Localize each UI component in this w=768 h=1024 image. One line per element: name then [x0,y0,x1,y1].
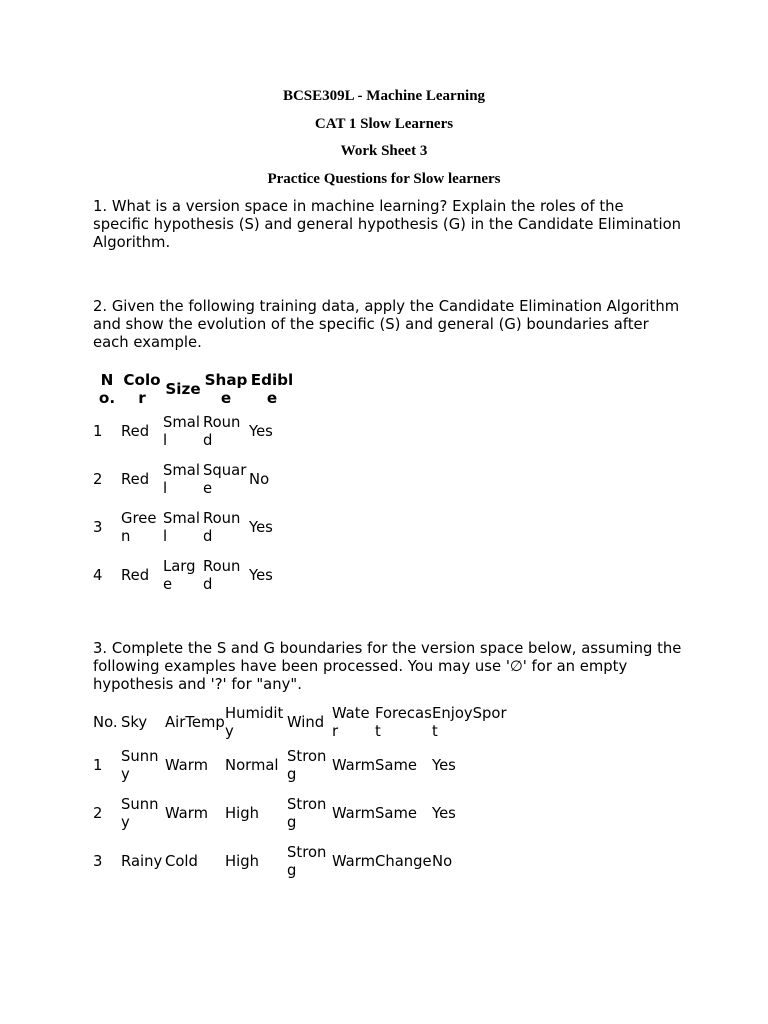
table-cell: Square [203,462,247,497]
table-cell: 2 [93,471,103,488]
header-cell-enjoysport: EnjoySport [432,705,507,740]
table-cell: Round [203,414,241,449]
header-cell-color: Color [123,371,161,407]
table-cell: Round [203,558,241,593]
table-cell: Warm [165,757,208,774]
table-row [93,838,512,886]
table-cell: Small [163,462,200,497]
table-row [93,504,295,552]
table-cell: 4 [93,567,103,584]
table-header-row [93,704,512,742]
header-cell-shape: Shape [204,371,248,407]
table-cell: Same [375,805,417,822]
header-cell-forecast: Forecast [375,705,432,740]
header-cell-no: No. [98,371,116,407]
table-cell: Strong [287,748,327,783]
table-cell: High [225,805,260,822]
table-row [93,456,295,504]
table-cell: Small [163,510,200,545]
table-cell: Rainy [121,853,163,870]
header-cell-water: Water [332,705,370,740]
table-cell: Yes [249,567,273,584]
table-cell: Yes [249,519,273,536]
table-cell: Warm [332,853,375,870]
table-cell: Normal [225,757,279,774]
table-cell: 3 [93,853,103,870]
sheet-title: Work Sheet 3 [340,143,428,159]
table-cell: Small [163,414,200,449]
table-cell: Warm [332,757,375,774]
table-row [93,552,295,600]
table-cell: Sunny [121,796,159,831]
table-cell: Yes [432,805,456,822]
table-row [93,790,512,838]
table-cell: Green [121,510,157,545]
table-cell: 3 [93,519,103,536]
question-1: 1. What is a version space in machine learning? Explain the roles of the specific hypothesis (S) and general hypothesis (G) in the Candidate Elimination Algorithm. [93,198,682,251]
table-cell: Red [121,423,150,440]
page-subtitle: Practice Questions for Slow learners [267,171,501,187]
table-cell: Change [375,853,432,870]
header-cell-size: Size [165,380,201,398]
table-cell: Strong [287,796,327,831]
exam-title: CAT 1 Slow Learners [314,116,454,132]
table-row [93,408,295,456]
header-cell-no: No. [93,714,118,731]
table-header-row [93,370,295,408]
table-cell: Strong [287,844,327,879]
table-cell: 1 [93,423,103,440]
header-cell-airtemp: AirTemp [165,714,225,731]
course-title: BCSE309L - Machine Learning [282,88,486,104]
table-cell: Round [203,510,241,545]
table-cell: Cold [165,853,198,870]
table-cell: Red [121,567,150,584]
question-3: 3. Complete the S and G boundaries for the version space below, assuming the following examples have been processed. You may use '∅' for an empty hypothesis and '?' for "any". [93,640,682,693]
table-cell: Warm [332,805,375,822]
header-cell-sky: Sky [121,714,148,731]
header-cell-wind: Wind [287,714,325,731]
table-cell: No [249,471,270,488]
question-2: 2. Given the following training data, apply the Candidate Elimination Algorithm and show the evolution of the specific (S) and general (G) boundaries after each example. [93,298,680,351]
table-cell: 2 [93,805,103,822]
table-cell: High [225,853,260,870]
table-cell: Yes [432,757,456,774]
table-cell: Same [375,757,417,774]
table-cell: Yes [249,423,273,440]
table-cell: Large [163,558,196,593]
table-cell: Sunny [121,748,159,783]
table-cell: Warm [165,805,208,822]
table-cell: No [432,853,453,870]
training-data-table [93,370,295,600]
version-space-table [93,704,512,886]
table-cell: 1 [93,757,103,774]
table-row [93,742,512,790]
table-cell: Red [121,471,150,488]
header-cell-edible: Edible [250,371,294,407]
header-cell-humidity: Humidity [225,705,284,740]
